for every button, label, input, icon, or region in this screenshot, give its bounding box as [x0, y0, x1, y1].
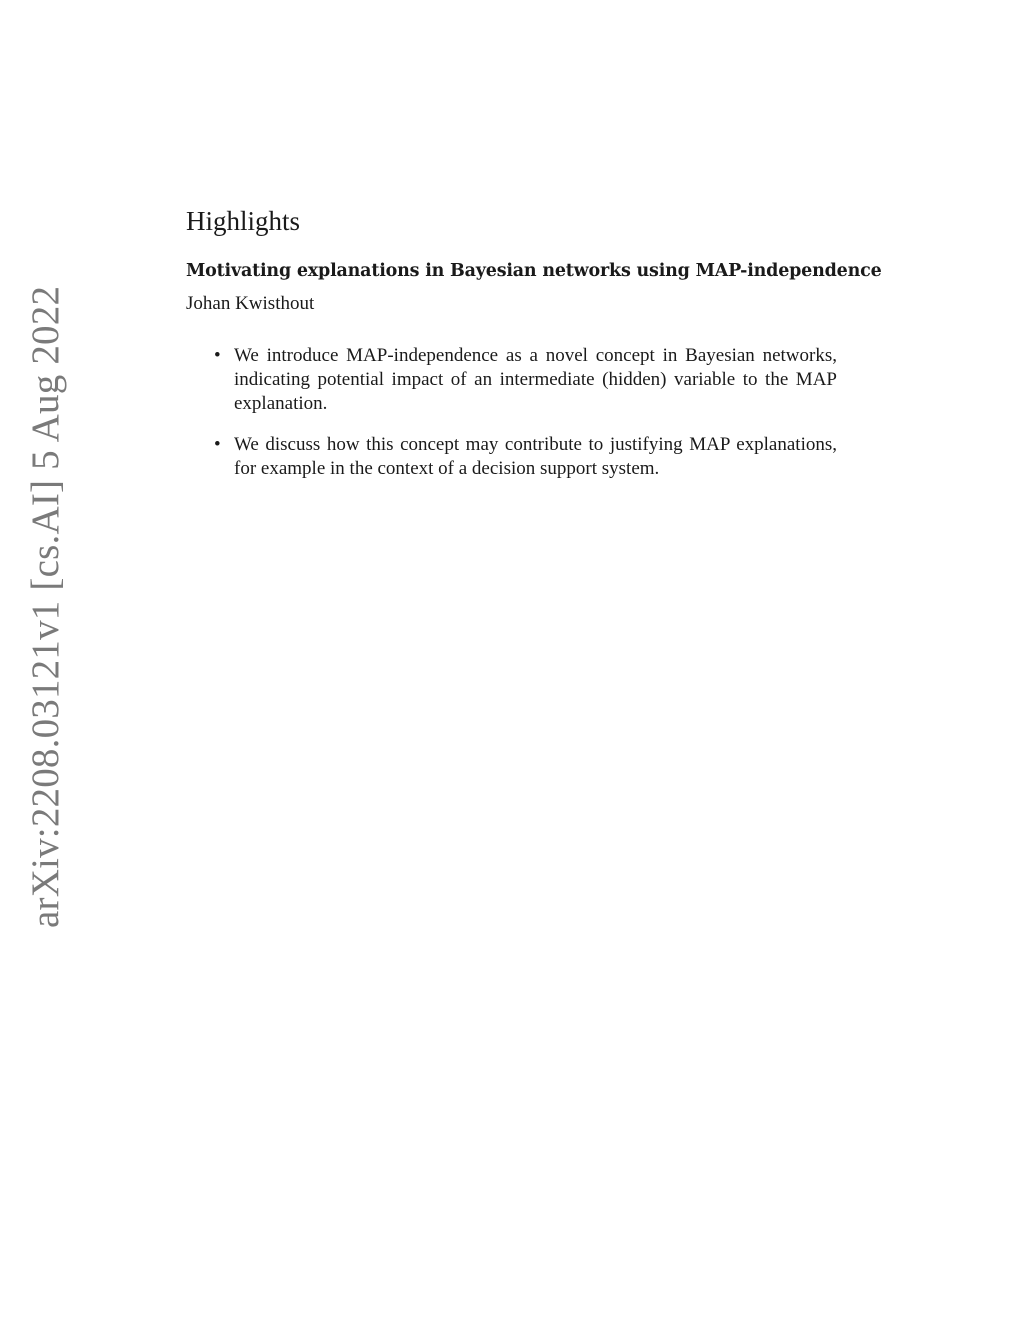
bullet-icon: •: [214, 345, 221, 366]
arxiv-identifier: arXiv:2208.03121v1 [cs.AI] 5 Aug 2022: [24, 285, 67, 928]
highlights-page: [186, 203, 906, 498]
bullet-icon: •: [214, 434, 221, 455]
highlight-text: We discuss how this concept may contribute to justifying MAP explanations, for example in the context of a decision support system.: [234, 434, 837, 479]
highlight-item: [214, 433, 837, 481]
author-name: Johan Kwisthout: [186, 293, 315, 314]
section-heading: Highlights: [186, 206, 301, 236]
highlight-item: [214, 344, 837, 416]
highlights-list: [186, 344, 837, 481]
highlight-text: We introduce MAP-independence as a novel concept in Bayesian networks, indicating potential impact of an intermediate (hidden) variable to the MAP explanation.: [234, 345, 837, 414]
paper-title: Motivating explanations in Bayesian networks using MAP-independence: [186, 261, 882, 281]
